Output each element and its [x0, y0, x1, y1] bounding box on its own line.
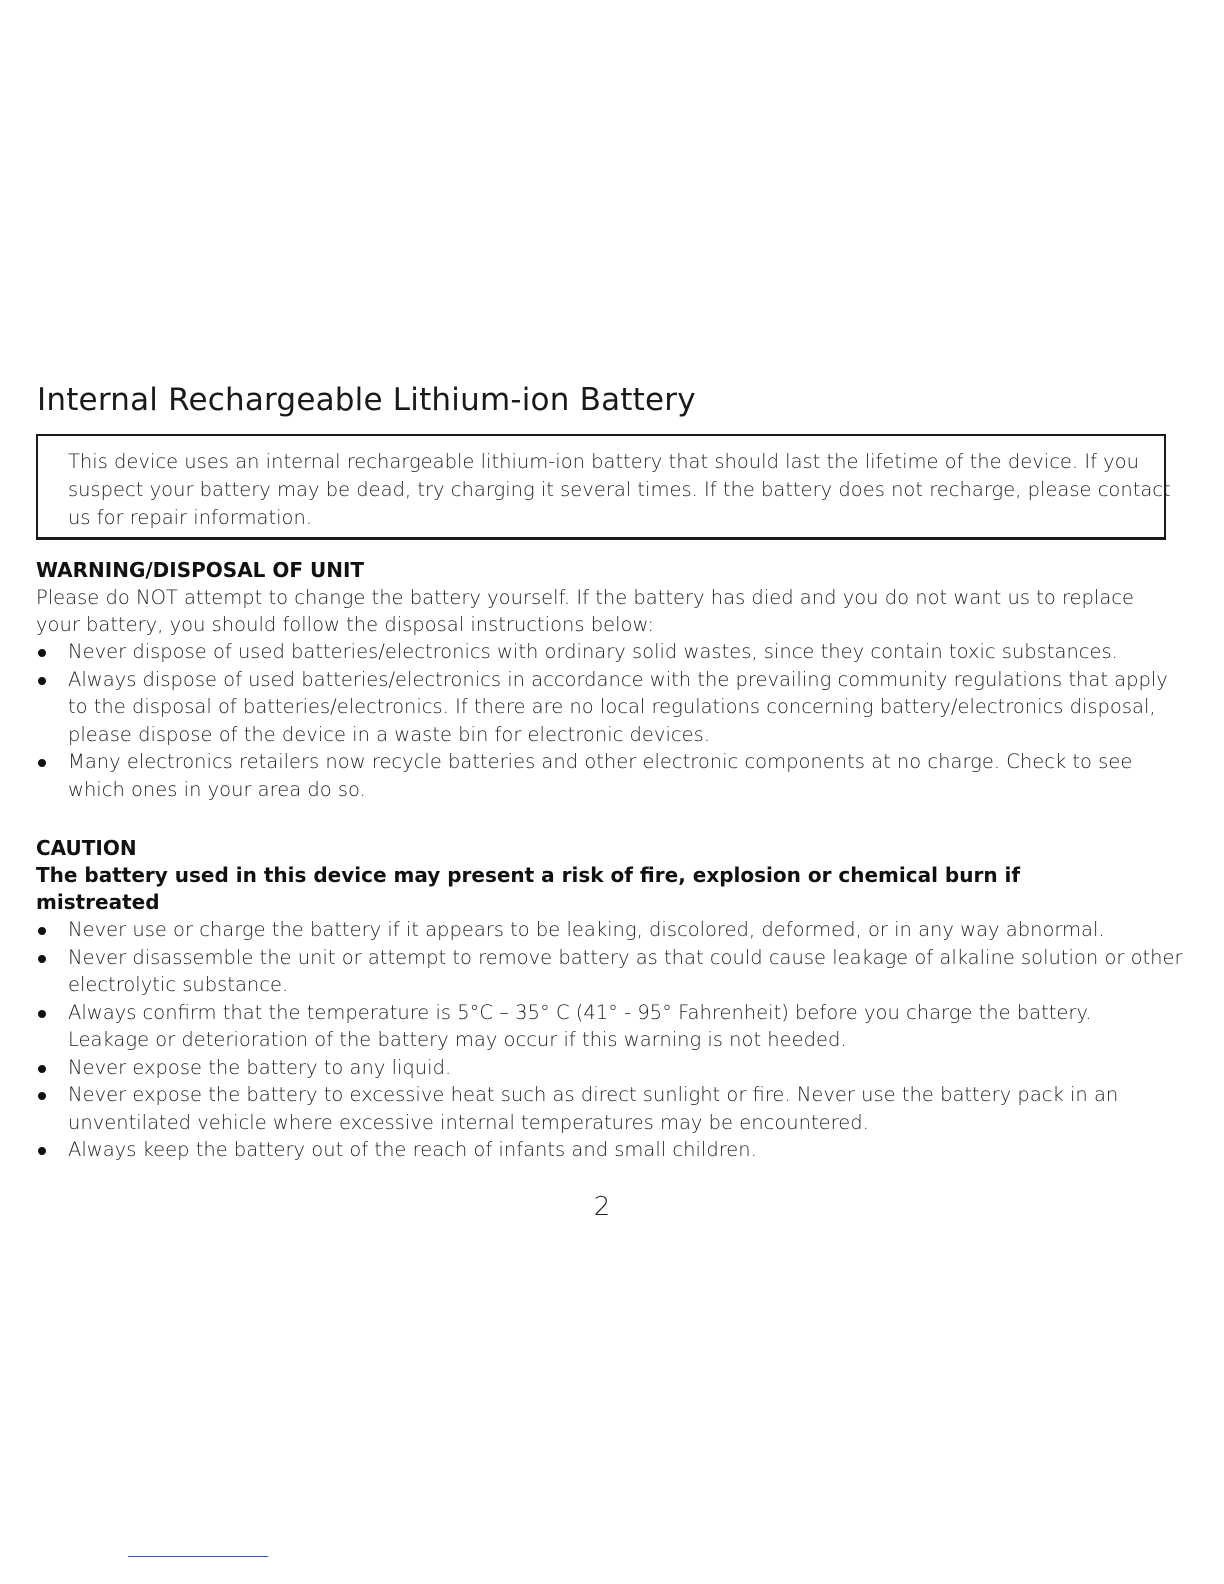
- caution-subheading: [36, 862, 1186, 916]
- bullet-line: Always confirm that the temperature is 5°C – 35° C (41° - 95° Fahrenheit) before you charge the battery.: [68, 1000, 1092, 1024]
- bullet-line: Never use or charge the battery if it appears to be leaking, discolored, deformed, or in any way abnormal.: [68, 918, 1105, 941]
- list-item: [36, 1081, 1186, 1136]
- info-box: [36, 434, 1171, 540]
- bullet-icon: [38, 1092, 46, 1100]
- bullet-line: Never disassemble the unit or attempt to remove battery as that could cause leakage of alkaline solution or other: [68, 945, 1183, 969]
- bullet-line: Many electronics retailers now recycle batteries and other electronic components at no charge. Check to see: [68, 750, 1133, 773]
- page-number: 2: [593, 1192, 611, 1222]
- bullet-icon: [38, 1065, 46, 1073]
- bullet-line: unventilated vehicle where excessive internal temperatures may be encountered.: [68, 1110, 869, 1134]
- warning-intro: [36, 584, 1186, 638]
- caution-heading: CAUTION: [36, 836, 137, 860]
- info-box-line: us for repair information.: [68, 506, 313, 529]
- bullet-icon: [38, 955, 46, 963]
- warning-intro-line: your battery, you should follow the disposal instructions below:: [36, 613, 654, 636]
- bullet-line: please dispose of the device in a waste bin for electronic devices.: [68, 722, 710, 746]
- warning-heading: WARNING/DISPOSAL OF UNIT: [36, 558, 365, 582]
- bullet-line: Always keep the battery out of the reach of infants and small children.: [68, 1138, 757, 1161]
- bullet-icon: [38, 1147, 46, 1155]
- bullet-line: which ones in your area do so.: [68, 777, 366, 801]
- bullet-line: electrolytic substance.: [68, 973, 289, 996]
- warning-intro-line: Please do NOT attempt to change the battery yourself. If the battery has died and you do not want us to replace: [36, 586, 1134, 609]
- bullet-line: Never dispose of used batteries/electronics with ordinary solid wastes, since they contain toxic substances.: [68, 640, 1118, 663]
- list-item: [36, 944, 1186, 999]
- bullet-line: Never expose the battery to any liquid.: [68, 1055, 452, 1079]
- bullet-icon: [38, 677, 46, 685]
- bullet-line: Leakage or deterioration of the battery may occur if this warning is not heeded.: [68, 1028, 847, 1051]
- bullet-line: to the disposal of batteries/electronics. If there are no local regulations concerning battery/electronics disposal,: [68, 695, 1156, 718]
- caution-subheading-line: The battery used in this device may present a risk of fire, explosion or chemical burn if: [36, 863, 1021, 887]
- list-item: [36, 666, 1186, 749]
- warning-section: [36, 556, 1186, 803]
- list-item: [36, 916, 1186, 944]
- page-title: Internal Rechargeable Lithium-ion Battery: [37, 382, 696, 418]
- bullet-icon: [38, 1010, 46, 1018]
- list-item: [36, 748, 1186, 803]
- bullet-line: Always dispose of used batteries/electronics in accordance with the prevailing community regulations that apply: [68, 667, 1168, 691]
- footer-divider: [128, 1556, 268, 1557]
- bullet-line: Never expose the battery to excessive heat such as direct sunlight or fire. Never use the battery pack in an: [68, 1083, 1119, 1106]
- caution-section: [36, 834, 1186, 1164]
- list-item: [36, 638, 1186, 666]
- bullet-icon: [38, 649, 46, 657]
- info-box-line: This device uses an internal rechargeable lithium-ion battery that should last the lifetime of the device. If you: [68, 450, 1139, 473]
- caution-subheading-line: mistreated: [36, 890, 160, 914]
- info-box-line: suspect your battery may be dead, try charging it several times. If the battery does not recharge, please contact: [68, 478, 1171, 501]
- list-item: [36, 1136, 1186, 1164]
- list-item: [36, 1054, 1186, 1082]
- warning-bullet-list: [36, 638, 1186, 803]
- bullet-icon: [38, 927, 46, 935]
- caution-bullet-list: [36, 916, 1186, 1164]
- list-item: [36, 999, 1186, 1054]
- bullet-icon: [38, 759, 46, 767]
